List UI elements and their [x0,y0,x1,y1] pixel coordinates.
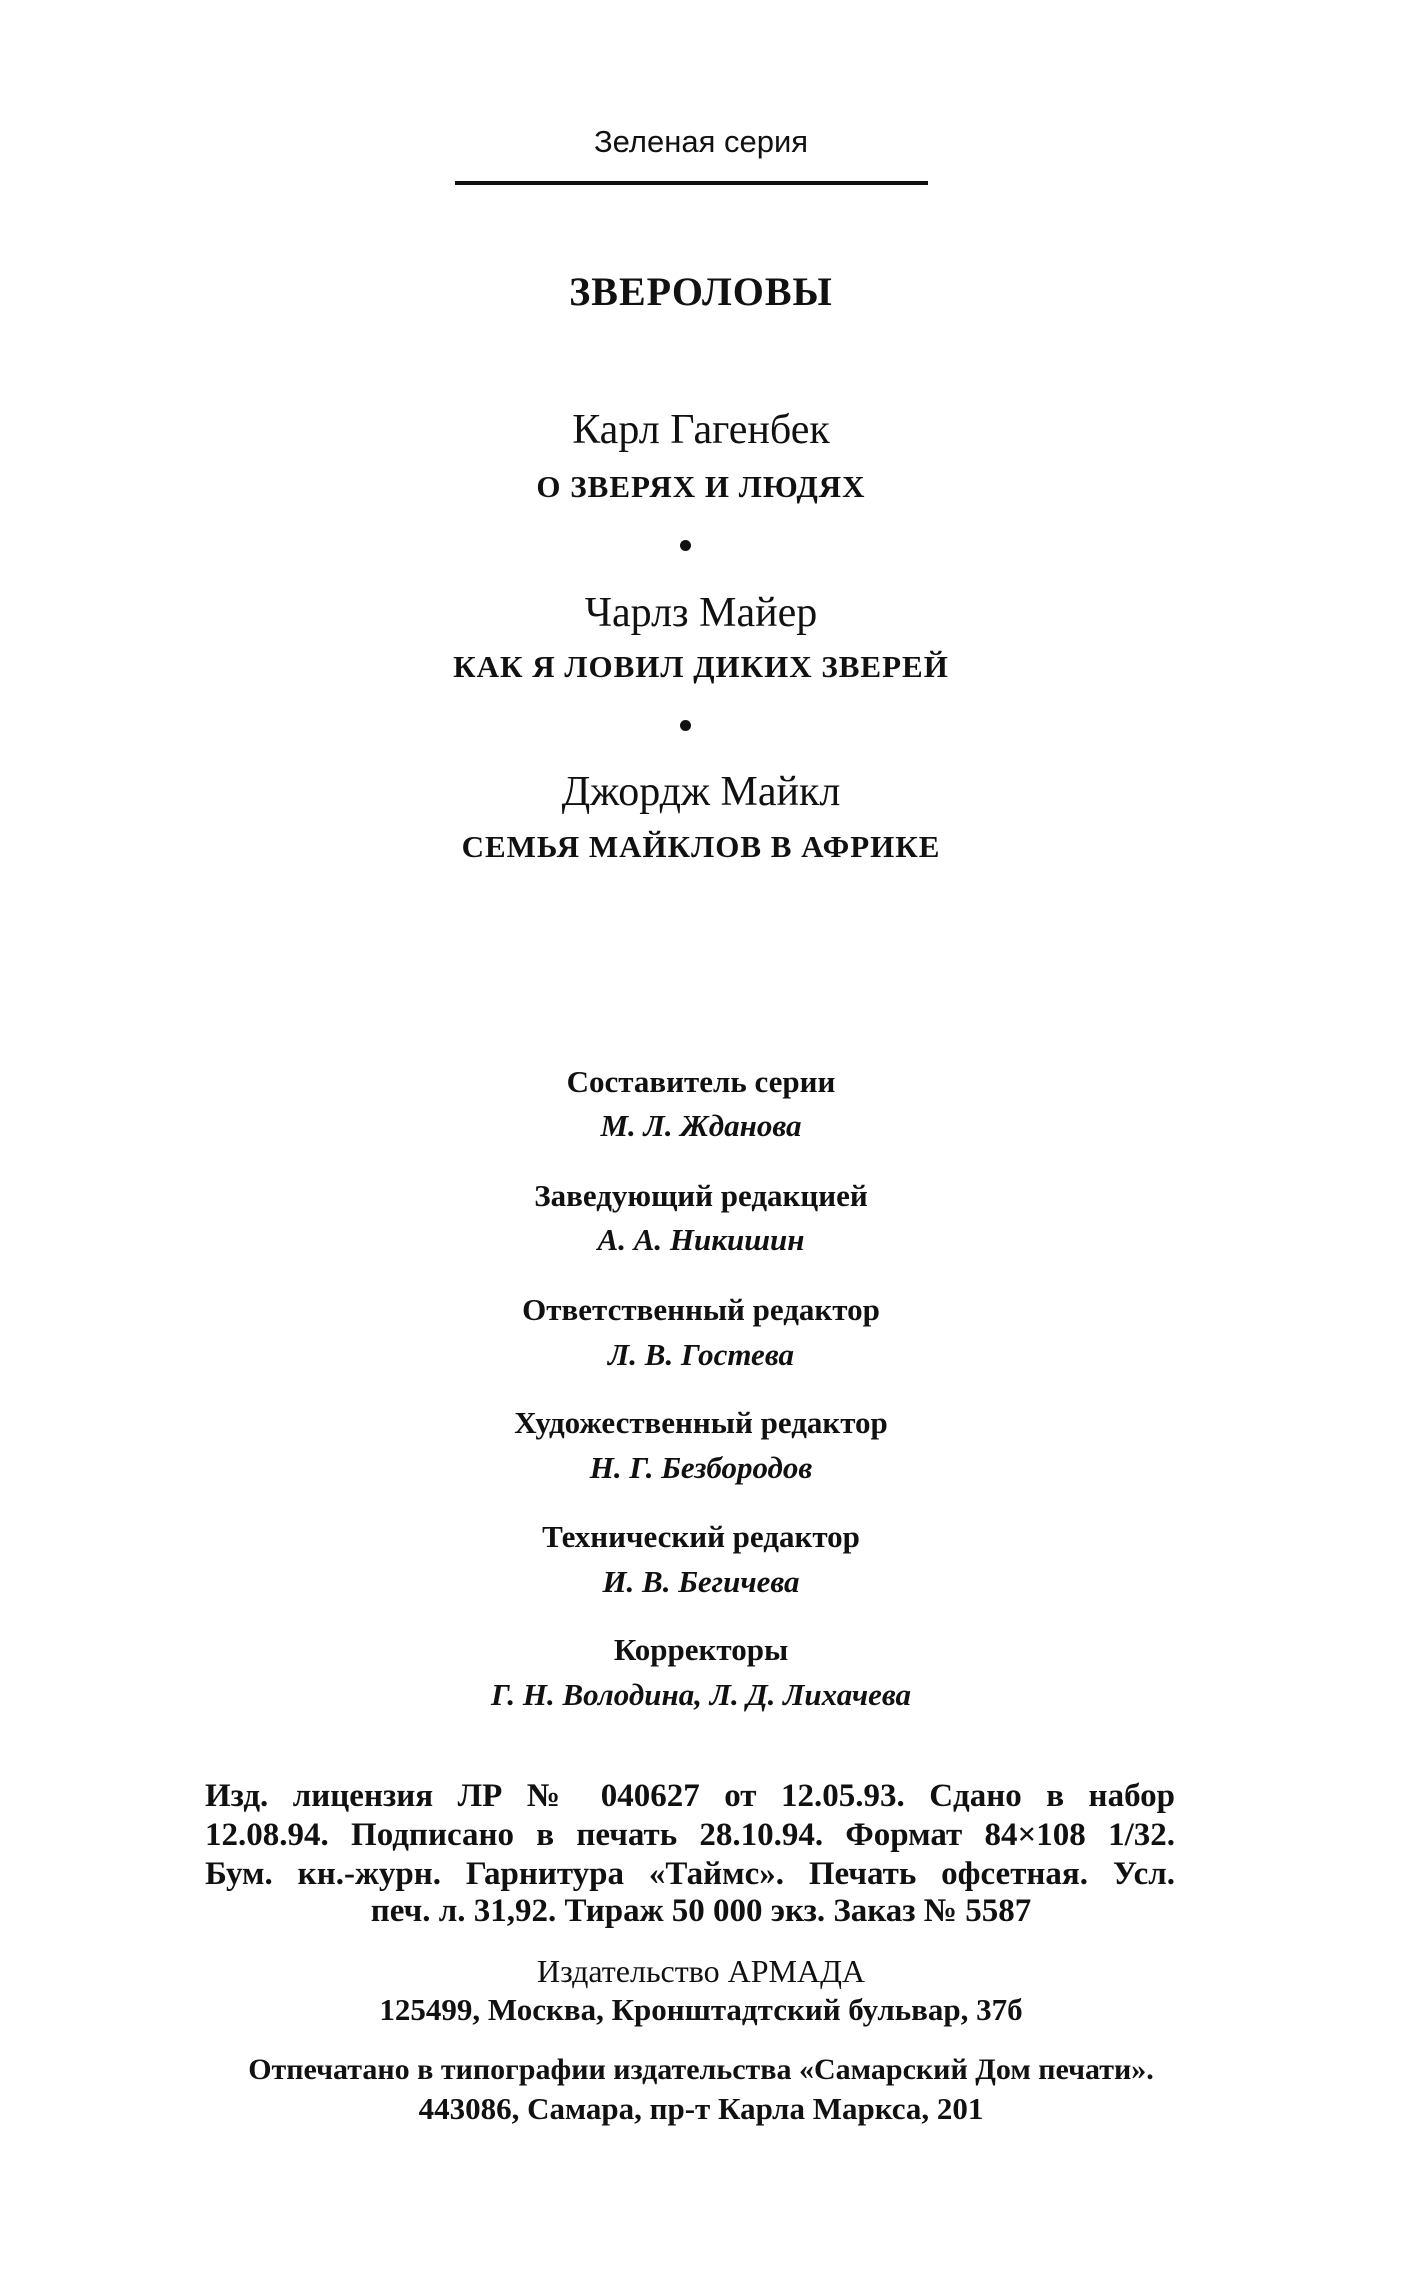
imprint-line: печ. л. 31,92. Тираж 50 000 экз. Заказ № 5587 [370,1893,1032,1929]
work-1-author: Карл Гагенбек [572,407,830,453]
imprint-line: Бум. кн.-журн. Гарнитура «Таймс». Печать офсетная. Усл. [205,1856,1175,1892]
credit-role: Художественный редактор [514,1405,888,1440]
publisher-name: Издательство АРМАДА [536,1953,866,1989]
series-rule [455,181,928,185]
credit-role: Ответственный редактор [522,1292,880,1327]
separator-bullet-1 [680,540,691,551]
credit-name: Г. Н. Володина, Л. Д. Лихачева [490,1677,912,1712]
publisher-address: 125499, Москва, Кронштадтский бульвар, 37б [379,1992,1023,2027]
printer-name: Отпечатано в типографии издательства «Самарский Дом печати». [248,2053,1154,2086]
imprint-line: Изд. лицензия ЛР № 040627 от 12.05.93. Сдано в набор [205,1778,1175,1814]
imprint-line: 12.08.94. Подписано в печать 28.10.94. Формат 84×108 1/32. [205,1817,1175,1853]
credit-name: А. А. Никишин [597,1222,805,1257]
series-label: Зеленая серия [593,124,809,159]
printer-address: 443086, Самара, пр-т Карла Маркса, 201 [418,2091,984,2126]
credit-name: Л. В. Гостева [608,1337,794,1372]
work-2-author: Чарлз Майер [584,590,818,636]
work-3-author: Джордж Майкл [561,769,841,815]
work-2-title: КАК Я ЛОВИЛ ДИКИХ ЗВЕРЕЙ [453,649,949,684]
work-3-title: СЕМЬЯ МАЙКЛОВ В АФРИКЕ [461,829,941,864]
credit-role: Заведующий редакцией [534,1178,868,1213]
work-1-title: О ЗВЕРЯХ И ЛЮДЯХ [536,469,866,504]
credit-name: Н. Г. Безбородов [589,1450,813,1485]
credit-name: И. В. Бегичева [602,1564,800,1599]
credit-role: Корректоры [613,1632,789,1667]
separator-bullet-2 [680,720,691,731]
book-title: ЗВЕРОЛОВЫ [569,269,833,314]
credit-role: Технический редактор [542,1519,860,1554]
credit-name: М. Л. Жданова [600,1108,802,1143]
credit-role: Составитель серии [566,1064,836,1099]
